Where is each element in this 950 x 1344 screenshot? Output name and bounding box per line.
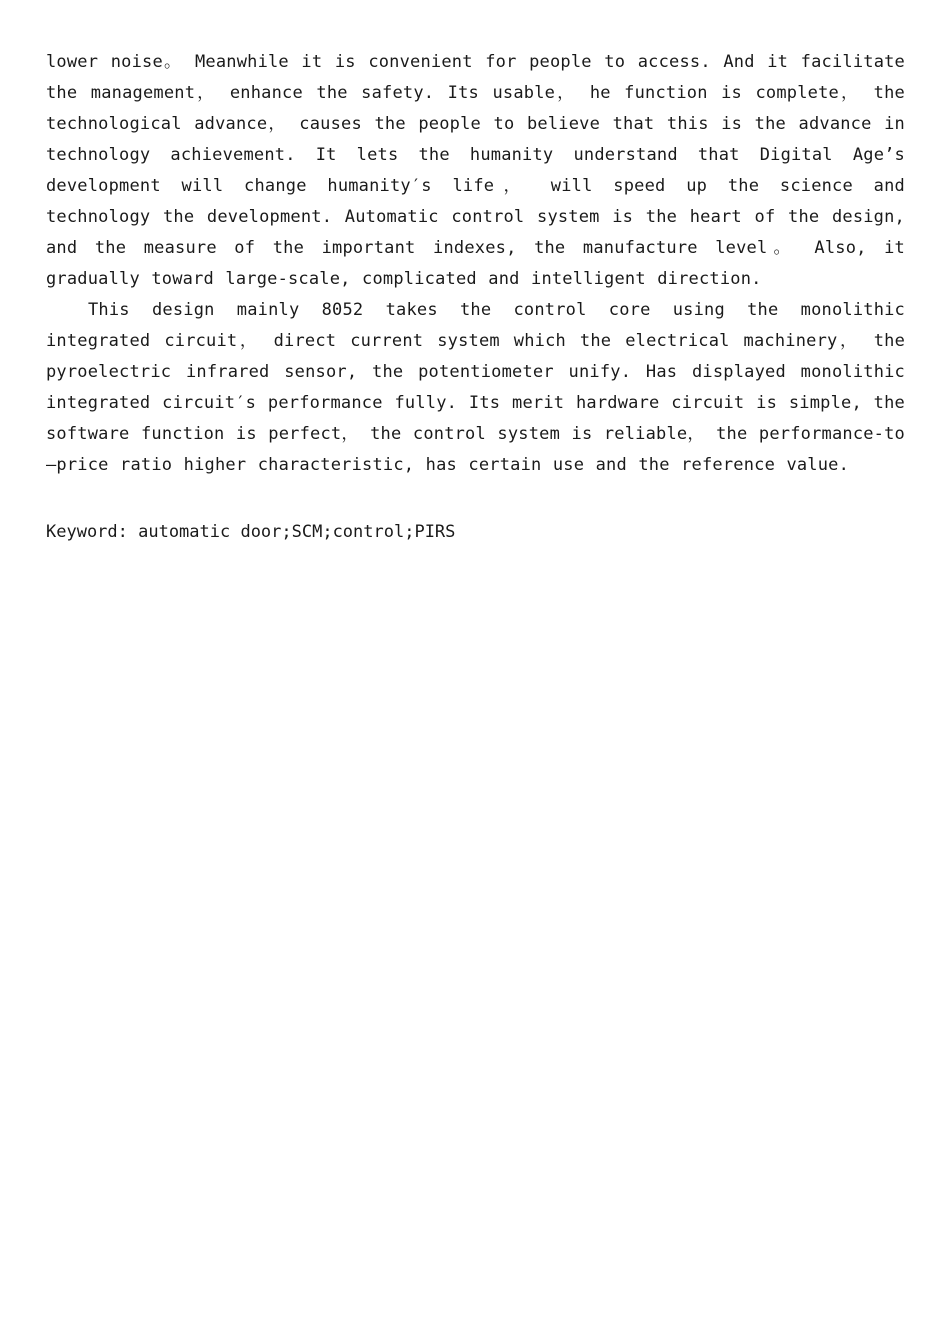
keywords-line: Keyword: automatic door;SCM;control;PIRS (46, 522, 456, 542)
abstract-paragraph-2: This design mainly 8052 takes the control core using the monolithic integrated circuit， direct current system which the electrical machinery， the pyroelectric infrared sensor, the potentiometer unify. Has displayed monolithic integrated circuit′s performance fully. Its merit hardware circuit is simple, the software function is perfect， the control system is reliable， the performance-to—price ratio higher characteristic, has certain use and the reference value. (46, 300, 905, 475)
abstract-paragraph-1: lower noise。 Meanwhile it is convenient for people to access. And it facilitate the management， enhance the safety. Its usable， he function is complete， the technological advance， causes the people to believe that this is the advance in technology achievement. It lets the humanity understand that Digital Age’s development will change humanity′s life， will speed up the science and technology the development. Automatic control system is the heart of the design, and the measure of the important indexes, the manufacture level。 Also, it gradually toward large-scale, complicated and intelligent direction. (46, 52, 905, 289)
document-page (46, 47, 905, 548)
